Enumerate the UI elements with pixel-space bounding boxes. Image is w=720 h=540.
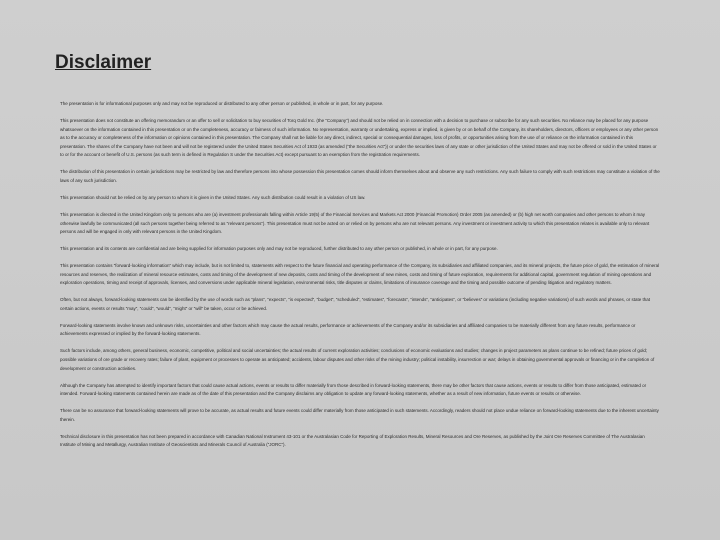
paragraph: This presentation is directed in the United Kingdom only to persons who are (a) investment professionals falling within Article 19(5) of the Financial Services and Markets Act 2000 (Financial Promotion) Order 2005 (as amended) or (b) high net worth companies and other persons to whom it may otherwise lawfully be communicated (all such persons together being referred to as “relevant persons”). This presentation must not be acted on or relied on by persons who are not relevant persons. Any investment or investment activity to which this presentation relates is available only to relevant persons and will be engaged in only with relevant persons in the United Kingdom. — [60, 211, 650, 235]
paragraph: The presentation is for informational purposes only and may not be reproduced or distributed to any other person or published, in whole or in part, for any purpose. — [60, 101, 384, 106]
paragraph: This presentation does not constitute an offering memorandum or an offer to sell or solicitation to buy securities of Torq Gold Inc. (the “Company”) and should not be relied on in connection with a decision to purchase or subscribe for any such securities. No reliance may be placed for any purpose whatsoever on the information contained in this presentation or on the completeness, accuracy or fairness of such information. No representation, warranty or undertaking, express or implied, is given by or on behalf of the Company, its shareholders, directors, officers or employees or any other person as to the accuracy or completeness of the information or opinions contained in this presentation. The Company shall not be liable for any direct, indirect, special or consequential damages, loss of profits, or opportunities arising from the use of or reliance on the information contained in this presentation. The shares of the Company have not been and will not be registered under the United States Securities Act of 1933 (as amended (“the Securities Act”)) or under the securities laws of any state or other jurisdiction of the United States and may not be offered or sold in the United States or to or for the account or benefit of U.S. persons (as such term is defined in Regulation S under the Securities Act) except pursuant to an exemption from the registration requirements. — [60, 117, 659, 158]
paragraph: The distribution of this presentation in certain jurisdictions may be restricted by law and therefore persons into whose possession this presentation comes should inform themselves about and observe any such restrictions. Any such failure to comply with such restrictions may constitute a violation of the laws of any such jurisdiction. — [60, 169, 660, 183]
paragraph: Forward-looking statements involve known and unknown risks, uncertainties and other factors which may cause the actual results, performance or achievements of the Company and/or its subsidiaries and affiliated companies to be materially different from any future results, performance or achievements expressed or implied by the forward-looking statements. — [60, 322, 636, 337]
paragraph: Although the Company has attempted to identify important factors that could cause actual actions, events or results to differ materially from those described in forward-looking statements, there may be other factors that cause actions, events or results to differ from those anticipated, estimated or intended. Forward-looking statements contained herein are made as of the date of this presentation and the Company disclaims any obligation to update any forward-looking statements, whether as a result of new information, future events or results or otherwise. — [60, 382, 647, 397]
paragraph: Such factors include, among others, general business, economic, competitive, political and social uncertainties; the actual results of current exploration activities; conclusions of economic evaluations and studies; changes in project parameters as plans continue to be refined; future prices of gold; possible variations of ore grade or recovery rates; failure of plant, equipment or processes to operate as anticipated; accidents, labour disputes and other risks of the mining industry; political instability, insurrection or war; delays in obtaining governmental approvals or financing or in the completion of development or construction activities. — [60, 348, 655, 371]
paragraph: Often, but not always, forward-looking statements can be identified by the use of words such as “plans”, “expects”, “is expected”, “budget”, “scheduled”, “estimates”, “forecasts”, “intends”, “anticipates”, or “believes” or variations (including negative variations) of such words and phrases, or state that certain actions, events or results “may”, “could”, “would”, “might” or “will” be taken, occur or be achieved. — [60, 297, 651, 311]
paragraph: This presentation contains “forward-looking information” which may include, but is not limited to, statements with respect to the future financial and operating performance of the Company, its subsidiaries and affiliated companies, and its mineral projects, the future price of gold, the estimation of mineral resources and reserves, the realization of mineral resource estimates, costs and timing of the development of new deposits, costs and timing of the development of new mines, costs and timing of future exploration, requirements for additional capital, government regulation of mining operations and exploration operations, timing and receipt of approvals, licenses, and conversions under applicable mineral legislation, environmental risks, title disputes or claims, limitations of insurance coverage and the timing and possible outcome of pending litigation and regulatory matters. — [60, 263, 660, 286]
disclaimer-body — [60, 100, 660, 458]
paragraph: Technical disclosure in this presentation has not been prepared in accordance with Canadian National Instrument 43-101 or the Australasian Code for Reporting of Exploration Results, Mineral Resources and Ore Reserves, as published by the Joint Ore Reserves Committee of The Australasian Institute of Mining and Metallurgy, Australian Institute of Geoscientists and Minerals Council of Australia (“JORC”). — [60, 433, 645, 448]
paragraph: This presentation and its contents are confidential and are being supplied for information purposes only and may not be reproduced, further distributed to any other person or published, in whole or in part, for any purpose. — [60, 246, 498, 252]
paragraph: There can be no assurance that forward-looking statements will prove to be accurate, as actual results and future events could differ materially from those anticipated in such statements. Accordingly, readers should not place undue reliance on forward-looking statements due to the inherent uncertainty therein. — [60, 408, 659, 422]
paragraph: This presentation should not be relied on by any person to whom it is given in the United States. Any such distribution could result in a violation of US law. — [60, 194, 366, 200]
page-title: Disclaimer — [55, 52, 152, 73]
